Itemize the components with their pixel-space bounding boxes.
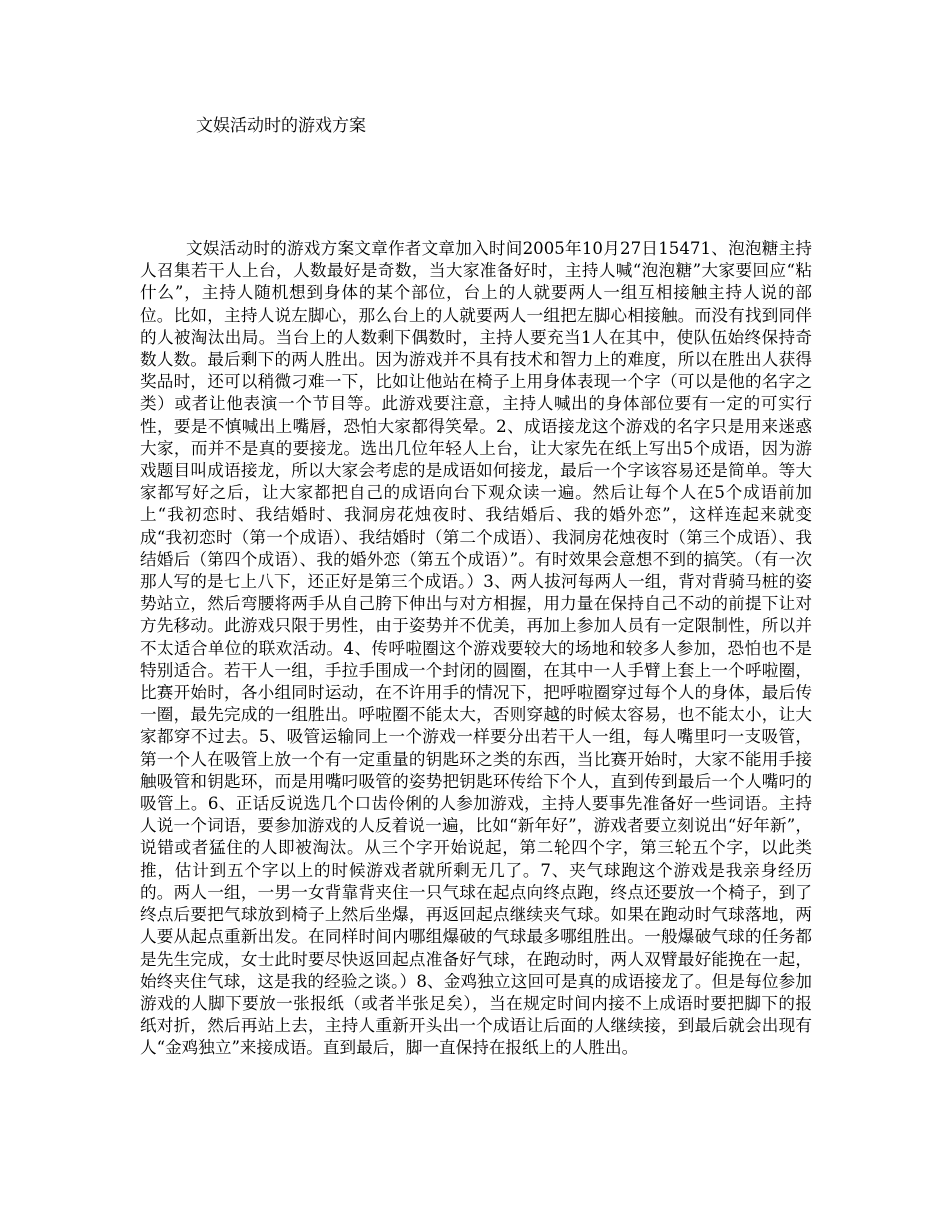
document-body: 文娱活动时的游戏方案文章作者文章加入时间2005年10月27日15471、泡泡糖主持人召集若干人上台，人数最好是奇数，当大家准备好时，主持人喊“泡泡糖”大家要回应“粘什么”，主持人随机想到身体的某个部位，台上的人就要两人一组互相接触主持人说的部位。比如，主持人说左脚心，那么台上的人就要两人一组把左脚心相接触。而没有找到同伴的人被淘汰出局。当台上的人数剩下偶数时，主持人要充当1人在其中，使队伍始终保持奇数人数。最后剩下的两人胜出。因为游戏并不具有技术和智力上的难度，所以在胜出人获得奖品时，还可以稍微刁难一下，比如让他站在椅子上用身体表现一个字（可以是他的名字之类）或者让他表演一个节目等。此游戏要注意，主持人喊出的身体部位要有一定的可实行性，要是不慎喊出上嘴唇，恐怕大家都得笑晕。2、成语接龙这个游戏的名字只是用来迷惑大家，而并不是真的要接龙。选出几位年轻人上台，让大家先在纸上写出5个成语，因为游戏题目叫成语接龙，所以大家会考虑的是成语如何接龙，最后一个字该容易还是简单。等大家都写好之后，让大家都把自己的成语向台下观众读一遍。然后让每个人在5个成语前加上“我初恋时、我结婚时、我洞房花烛夜时、我结婚后、我的婚外恋”，这样连起来就变成“我初恋时（第一个成语）、我结婚时（第二个成语）、我洞房花烛夜时（第三个成语）、我结婚后（第四个成语）、我的婚外恋（第五个成语）”。有时效果会意想不到的搞笑。（有一次那人写的是七上八下，还正好是第三个成语。）3、两人拔河每两人一组，背对背骑马桩的姿势站立，然后弯腰将两手从自己胯下伸出与对方相握，用力量在保持自己不动的前提下让对方先移动。此游戏只限于男性，由于姿势并不优美，再加上参加人员有一定限制性，所以并不太适合单位的联欢活动。4、传呼啦圈这个游戏要较大的场地和较多人参加，恐怕也不是特别适合。若干人一组，手拉手围成一个封闭的圆圈，在其中一人手臂上套上一个呼啦圈，比赛开始时，各小组同时运动，在不许用手的情况下，把呼啦圈穿过每个人的身体，最后传一圈，最先完成的一组胜出。呼啦圈不能太大，否则穿越的时候太容易，也不能太小，让大家都穿不过去。5、吸管运输同上一个游戏一样要分出若干人一组，每人嘴里叼一支吸管，第一个人在吸管上放一个有一定重量的钥匙环之类的东西，当比赛开始时，大家不能用手接触吸管和钥匙环，而是用嘴叼吸管的姿势把钥匙环传给下个人，直到传到最后一个人嘴叼的吸管上。6、正话反说选几个口齿伶俐的人参加游戏，主持人要事先准备好一些词语。主持人说一个词语，要参加游戏的人反着说一遍，比如“新年好”，游戏者要立刻说出“好年新”，说错或者猛住的人即被淘汰。从三个字开始说起，第二轮四个字，第三轮五个字，以此类推，估计到五个字以上的时候游戏者就所剩无几了。7、夹气球跑这个游戏是我亲身经历的。两人一组，一男一女背靠背夹住一只气球在起点向终点跑，终点还要放一个椅子，到了终点后要把气球放到椅子上然后坐爆，再返回起点继续夹气球。如果在跑动时气球落地，两人要从起点重新出发。在同样时间内哪组爆破的气球最多哪组胜出。一般爆破气球的任务都是先生完成，女士此时要尽快返回起点准备好气球，在跑动时，两人双臂最好能挽在一起，始终夹住气球，这是我的经验之谈。）8、金鸡独立这回可是真的成语接龙了。但是每位参加游戏的人脚下要放一张报纸（或者半张足矣），当在规定时间内接不上成语时要把脚下的报纸对折，然后再站上去，主持人重新开头出一个成语让后面的人继续接，到最后就会出现有人“金鸡独立”来接成语。直到最后，脚一直保持在报纸上的人胜出。 <box>140 239 812 1058</box>
document-title: 文娱活动时的游戏方案 <box>196 116 366 136</box>
